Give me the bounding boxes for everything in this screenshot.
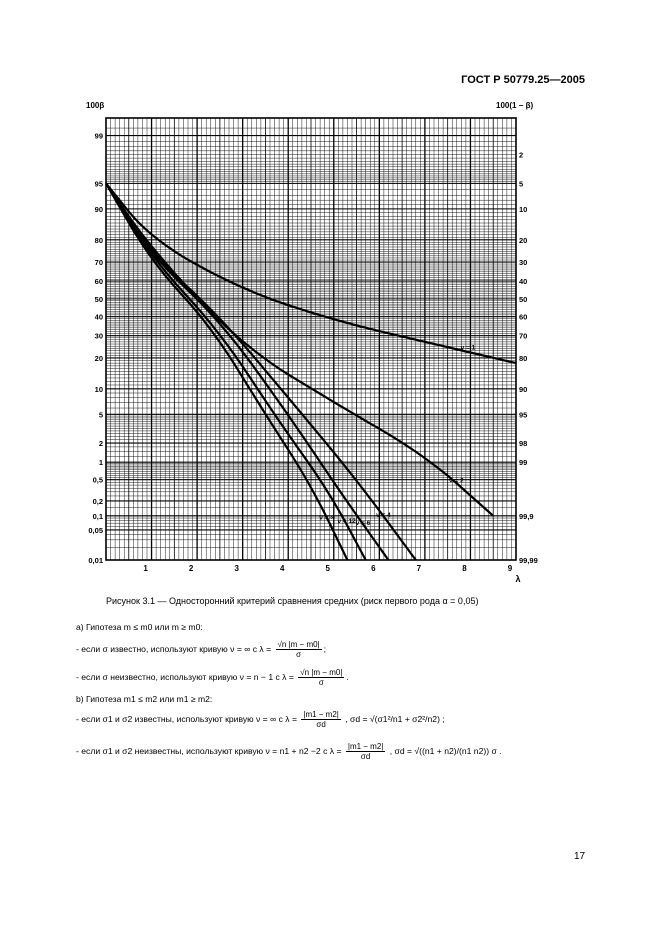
right-axis-title: 100(1 − β) bbox=[496, 101, 534, 110]
item-a2: - если σ неизвестно, используют кривую ν = n − 1 с λ = $\frac{√n |m - m0|}{\sigma}$ . bbox=[76, 668, 349, 687]
chart bbox=[82, 96, 542, 586]
item-a2-text: - если σ неизвестно, используют кривую ν = n − 1 с λ = bbox=[76, 671, 294, 682]
item-b1-num: |m1 − m2| bbox=[303, 710, 339, 719]
left-tick-label: 95 bbox=[94, 179, 103, 189]
x-tick-label: 6 bbox=[371, 564, 376, 573]
item-b1 bbox=[76, 710, 445, 729]
x-tick-label: 8 bbox=[462, 564, 467, 573]
left-tick-label: 0,1 bbox=[92, 511, 103, 521]
right-tick-label: 10 bbox=[519, 204, 528, 214]
item-a2-num: √n |m − m0| bbox=[300, 668, 343, 677]
series-label: ν = 1 bbox=[460, 344, 476, 352]
item-b: b) Гипотеза m1 ≤ m2 или m1 ≥ m2: bbox=[76, 694, 213, 704]
x-tick-label: 2 bbox=[188, 564, 194, 573]
x-tick-label: 9 bbox=[507, 564, 513, 573]
item-b1-den: σd bbox=[316, 720, 326, 729]
item-b1-fraction bbox=[301, 710, 341, 729]
left-tick-label: 0,05 bbox=[88, 525, 103, 535]
item-b2 bbox=[76, 742, 502, 761]
left-tick-label: 20 bbox=[94, 353, 103, 363]
x-tick-label: 1 bbox=[143, 564, 148, 573]
item-b1-sd: , σd = √(σ1²/n1 + σ2²/n2) ; bbox=[345, 713, 445, 724]
left-tick-label: 2 bbox=[98, 439, 103, 449]
item-b1-text: - если σ1 и σ2 известны, используют кривую ν = ∞ с λ = bbox=[76, 713, 297, 724]
left-tick-label: 10 bbox=[94, 384, 103, 394]
x-tick-label: 7 bbox=[416, 564, 422, 573]
left-tick-label: 30 bbox=[94, 331, 103, 341]
item-b2-num: |m1 − m2| bbox=[347, 742, 384, 751]
series-label: ν = 2 bbox=[449, 477, 464, 485]
item-a2-den: σ bbox=[318, 678, 324, 687]
item-a1: - если σ известно, используют кривую ν = ∞ с λ = $\frac{√n |m - m0|}{\sigma}$ ; bbox=[76, 640, 327, 659]
left-tick-label: 0,2 bbox=[92, 496, 103, 506]
item-b2-sd: , σd = √((n1 + n2)/(n1 n2)) σ . bbox=[389, 745, 502, 756]
left-tick-label: 0,5 bbox=[92, 475, 103, 485]
figure-caption: Рисунок 3.1 — Односторонний критерий сравнения средних (риск первого рода α = 0,05) bbox=[106, 596, 479, 606]
left-tick-label: 99 bbox=[94, 131, 103, 141]
item-a1-text: - если σ известно, используют кривую ν = ∞ с λ = bbox=[76, 643, 272, 654]
item-a1-num: √n |m − m0| bbox=[277, 640, 320, 649]
item-b2-den: σd bbox=[360, 752, 371, 761]
right-tick-label: 2 bbox=[519, 150, 524, 160]
item-a1-fraction bbox=[276, 640, 322, 659]
left-tick-label: 80 bbox=[94, 235, 103, 245]
left-axis-title: 100β bbox=[86, 101, 105, 110]
left-tick-label: 40 bbox=[94, 312, 103, 322]
left-tick-label: 90 bbox=[94, 204, 103, 214]
series-label: ν = 12 bbox=[337, 517, 356, 525]
right-tick-label: 99 bbox=[519, 458, 528, 468]
right-tick-label: 40 bbox=[519, 277, 528, 287]
right-tick-label: 99,99 bbox=[519, 555, 538, 565]
item-a: а) Гипотеза m ≤ m0 или m ≥ m0: bbox=[76, 622, 203, 632]
right-tick-label: 99,9 bbox=[519, 511, 534, 521]
page-number: 17 bbox=[574, 851, 586, 862]
right-tick-label: 30 bbox=[519, 258, 528, 268]
series-label: ν = 4 bbox=[376, 511, 391, 519]
x-tick-label: 4 bbox=[279, 564, 285, 573]
right-tick-label: 70 bbox=[519, 331, 528, 341]
item-b2-text: - если σ1 и σ2 неизвестны, используют кривую ν = n1 + n2 −2 с λ = bbox=[76, 745, 342, 756]
x-tick-label: 5 bbox=[325, 564, 331, 573]
right-tick-label: 50 bbox=[519, 294, 528, 304]
item-b2-fraction bbox=[346, 742, 386, 761]
left-tick-label: 50 bbox=[94, 294, 103, 304]
right-tick-label: 95 bbox=[519, 410, 528, 420]
right-tick-label: 5 bbox=[519, 179, 524, 189]
item-a1-den: σ bbox=[296, 650, 302, 659]
right-tick-label: 20 bbox=[519, 235, 528, 245]
series-label: ν = ∞ bbox=[319, 514, 335, 522]
chart-grid bbox=[106, 118, 516, 560]
left-tick-label: 0,01 bbox=[88, 556, 103, 565]
left-tick-label: 60 bbox=[94, 277, 103, 287]
x-axis-label: λ bbox=[515, 574, 521, 584]
standard-header: ГОСТ Р 50779.25—2005 bbox=[461, 74, 585, 86]
left-tick-label: 70 bbox=[94, 258, 103, 268]
x-tick-label: 3 bbox=[234, 564, 239, 573]
series-label: ν = 6 bbox=[355, 519, 371, 527]
item-a2-fraction bbox=[298, 668, 344, 687]
right-tick-label: 60 bbox=[519, 312, 528, 322]
right-tick-label: 98 bbox=[519, 439, 528, 449]
left-tick-label: 1 bbox=[98, 458, 103, 468]
right-tick-label: 80 bbox=[519, 353, 528, 363]
left-tick-label: 5 bbox=[98, 410, 103, 420]
right-tick-label: 90 bbox=[519, 384, 528, 394]
